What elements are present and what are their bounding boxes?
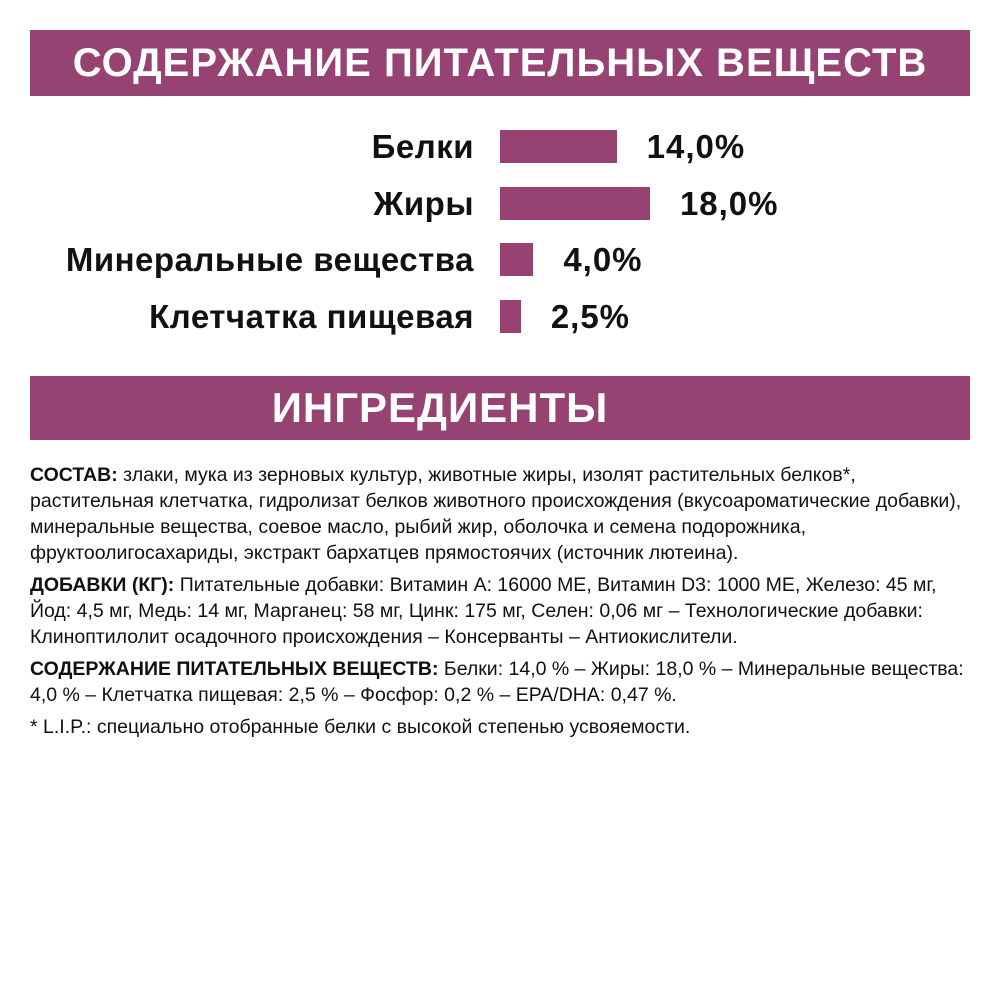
nutrients-paragraph: [30, 656, 980, 708]
additives-text: Питательные добавки: Витамин А: 16000 МЕ, Витамин D3: 1000 МЕ, Железо: 45 мг, Йод: 4,5 мг, Медь: 14 мг, Марганец: 58 мг, Цинк: 175 мг, Селен: 0,06 мг – Технологические добавки: Клиноптилолит осадочного происхождения – Консерванты – Антиокислители.: [30, 574, 937, 648]
composition-text: злаки, мука из зерновых культур, животные жиры, изолят растительных белков*, растительная клетчатка, гидролизат белков животного происхождения (вкусоароматические добавки), минеральные вещества, соевое масло, рыбий жир, оболочка и семена подорожника, фруктоолигосахариды, экстракт бархатцев прямостоячих (источник лютеина).: [30, 464, 962, 564]
nutrients-section-title: СОДЕРЖАНИЕ ПИТАТЕЛЬНЫХ ВЕЩЕСТВ: [72, 40, 928, 85]
nutrients-text: Белки: 14,0 % – Жиры: 18,0 % – Минеральные вещества: 4,0 % – Клетчатка пищевая: 2,5 % – Фосфор: 0,2 % – EPA/DHA: 0,47 %.: [30, 658, 964, 706]
nutrient-label: Клетчатка пищевая: [149, 297, 474, 335]
nutrients-label: СОДЕРЖАНИЕ ПИТАТЕЛЬНЫХ ВЕЩЕСТВ:: [30, 658, 439, 680]
additives-paragraph: [30, 572, 980, 650]
composition-paragraph: [30, 462, 980, 566]
ingredients-section-title: ИНГРЕДИЕНТЫ: [271, 384, 609, 431]
nutrient-bar: [500, 243, 533, 276]
composition-label: СОСТАВ:: [30, 464, 118, 486]
nutrient-bar: [500, 130, 617, 163]
additives-label: ДОБАВКИ (КГ):: [30, 574, 175, 596]
nutrients-section-banner: [30, 30, 970, 96]
nutrient-bar: [500, 300, 521, 333]
ingredients-section-banner: [30, 376, 970, 440]
footnote: * L.I.P.: специально отобранные белки с высокой степенью усвояемости.: [30, 716, 691, 738]
nutrient-row: [0, 179, 1000, 229]
nutrient-row: [0, 235, 1000, 285]
nutrient-value-label: 18,0%: [679, 184, 779, 222]
nutrient-value-label: 14,0%: [646, 128, 746, 165]
nutrient-bar-chart: [0, 120, 1000, 340]
nutrient-label: Жиры: [373, 184, 474, 222]
nutrient-label: Минеральные вещества: [65, 241, 474, 278]
nutrient-row: [0, 122, 1000, 172]
nutrient-label: Белки: [371, 128, 474, 165]
ingredients-text-block: [30, 462, 980, 746]
nutrient-value-label: 2,5%: [550, 297, 631, 335]
nutrient-bar: [500, 187, 650, 220]
nutrient-value-label: 4,0%: [563, 241, 643, 278]
nutrient-row: [0, 292, 1000, 342]
